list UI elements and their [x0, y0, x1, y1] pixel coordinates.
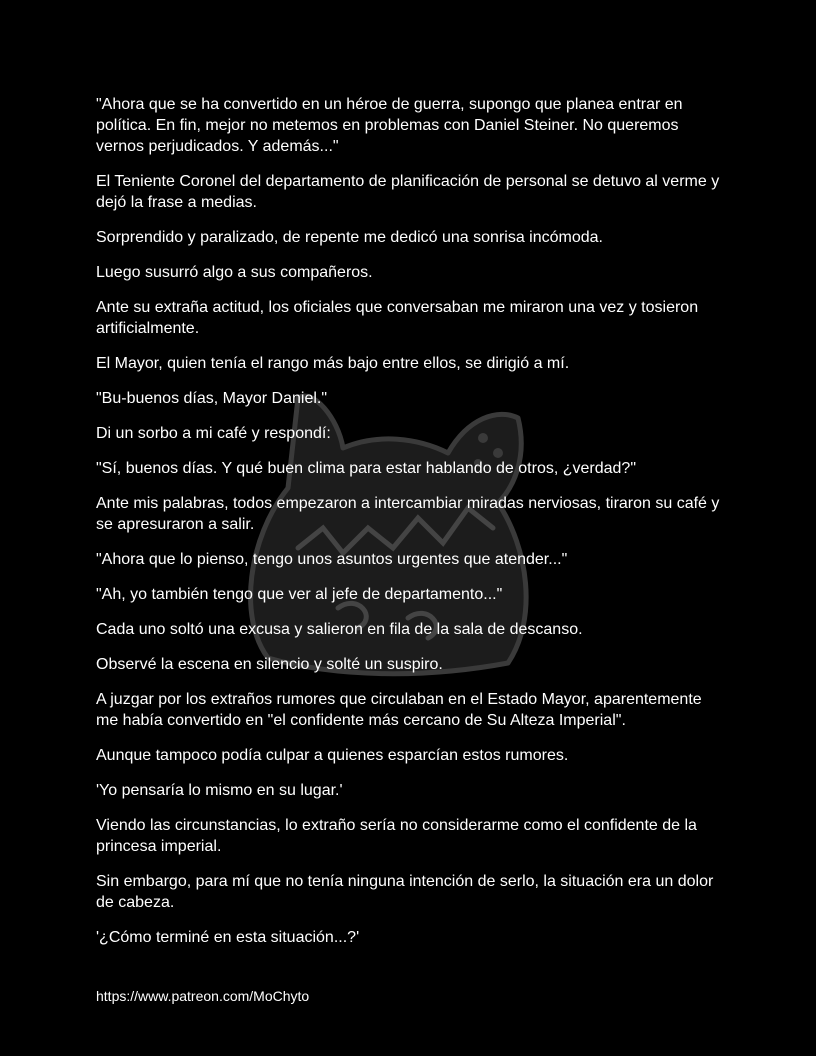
- paragraph: Viendo las circunstancias, lo extraño sería no considerarme como el confidente de la princesa imperial.: [96, 817, 697, 855]
- paragraph: Luego susurró algo a sus compañeros.: [96, 264, 373, 281]
- paragraph: Observé la escena en silencio y solté un suspiro.: [96, 656, 443, 673]
- paragraph: Sorprendido y paralizado, de repente me dedicó una sonrisa incómoda.: [96, 229, 603, 246]
- document-body: [96, 94, 728, 962]
- paragraph: Ante mis palabras, todos empezaron a intercambiar miradas nerviosas, tiraron su café y se apresuraron a salir.: [96, 495, 720, 533]
- paragraph: 'Yo pensaría lo mismo en su lugar.': [96, 782, 343, 799]
- paragraph: "Sí, buenos días. Y qué buen clima para estar hablando de otros, ¿verdad?": [96, 460, 637, 477]
- paragraph: Di un sorbo a mi café y respondí:: [96, 425, 331, 442]
- paragraph: '¿Cómo terminé en esta situación...?': [96, 929, 360, 946]
- paragraph: Aunque tampoco podía culpar a quienes esparcían estos rumores.: [96, 747, 569, 764]
- paragraph: Cada uno soltó una excusa y salieron en fila de la sala de descanso.: [96, 621, 583, 638]
- paragraph: "Ahora que se ha convertido en un héroe de guerra, supongo que planea entrar en política. En fin, mejor no metemos en problemas con Daniel Steiner. No queremos vernos perjudicados. Y además...": [96, 96, 683, 155]
- paragraph: "Bu-buenos días, Mayor Daniel.": [96, 390, 328, 407]
- patreon-link[interactable]: https://www.patreon.com/MoChyto: [96, 988, 310, 1004]
- paragraph: "Ah, yo también tengo que ver al jefe de departamento...": [96, 586, 503, 603]
- paragraph: A juzgar por los extraños rumores que circulaban en el Estado Mayor, aparentemente me había convertido en "el confidente más cercano de Su Alteza Imperial".: [96, 691, 702, 729]
- paragraph: "Ahora que lo pienso, tengo unos asuntos urgentes que atender...": [96, 551, 568, 568]
- paragraph: El Mayor, quien tenía el rango más bajo entre ellos, se dirigió a mí.: [96, 355, 570, 372]
- paragraph: El Teniente Coronel del departamento de planificación de personal se detuvo al verme y dejó la frase a medias.: [96, 173, 720, 211]
- paragraph: Sin embargo, para mí que no tenía ninguna intención de serlo, la situación era un dolor de cabeza.: [96, 873, 714, 911]
- paragraph: Ante su extraña actitud, los oficiales que conversaban me miraron una vez y tosieron artificialmente.: [96, 299, 699, 337]
